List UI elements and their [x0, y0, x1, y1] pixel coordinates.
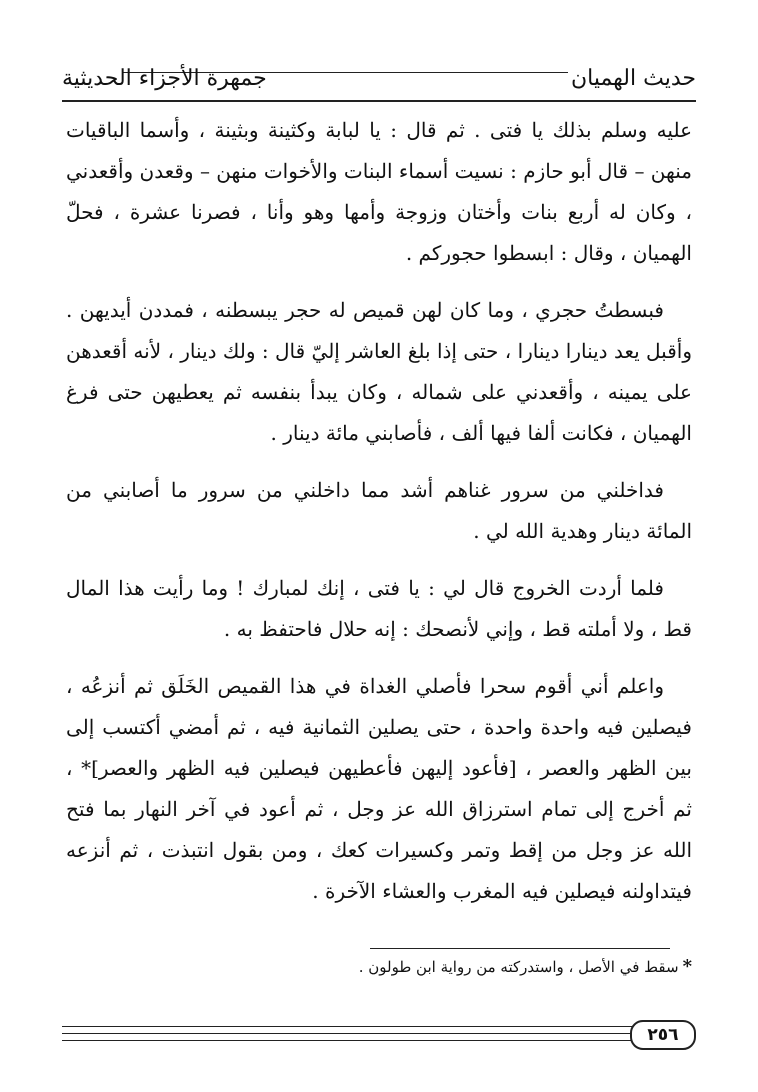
paragraph-2: فبسطتُ حجري ، وما كان لهن قميص له حجر يبسطنه ، فمددن أيديهن . وأقبل يعد دينارا دينارا ، حتى إذا بلغ العاشر إليّ قال : ولك دينار ، لأنه أقعدهن على يمينه ، وأقعدني على شماله ، وكان يبدأ بنفسه ثم يعطيهن حتى فرغ الهميان ، فكانت ألفا فيها ألف ، فأصابني مائة دينار . [66, 298, 692, 445]
paragraph-1: عليه وسلم بذلك يا فتى . ثم قال : يا لبابة وكثينة وبثينة ، وأسما الباقيات منهن – قال أبو حازم : نسيت أسماء البنات والأخوات منهن – وقعدن وأقعدني ، وكان له أربع بنات وأختان وزوجة وأمها وهو وأنا ، فصرنا عشرة ، فحلّ الهميان ، وقال : ابسطوا حجوركم . [66, 118, 692, 265]
footer-rule [62, 1033, 647, 1034]
footnote-text: سقط في الأصل ، واستدركته من رواية ابن طولون . [358, 958, 679, 976]
main-text [66, 110, 692, 928]
running-head-series: جمهرة الأجزاء الحديثية [62, 66, 267, 91]
footnote [66, 954, 692, 980]
paragraph-3: فداخلني من سرور غناهم أشد مما داخلني من سرور ما أصابني من المائة دينار وهدية الله لي . [66, 478, 692, 543]
paragraph-4: فلما أردت الخروج قال لي : يا فتى ، إنك لمبارك ! وما رأيت هذا المال قط ، ولا أملته قط ، وإني لأنصحك : إنه حلال فاحتفظ به . [66, 576, 692, 641]
running-head-title: حديث الهميان [570, 66, 696, 91]
footer-rule [62, 1026, 647, 1027]
footer-rule [62, 1040, 647, 1041]
running-head-underline [62, 100, 696, 102]
running-head [62, 62, 696, 102]
paragraph-5: واعلم أني أقوم سحرا فأصلي الغداة في هذا القميص الخَلَق ثم أنزعُه ، فيصلين فيه واحدة واحدة ، حتى يصلين الثمانية فيه ، ثم أمضي أكتسب إلى بين الظهر والعصر ، [فأعود إليهن فأعطيهن فيصلين فيه الظهر والعصر]* ، ثم أخرج إلى تمام استرزاق الله عز وجل ، ثم أعود في آخر النهار بما فتح الله عز وجل من إقط وتمر وكسيرات كعك ، ومن بقول انتبذت ، ثم أنزعه فيتداولنه فيصلين فيه المغرب والعشاء الآخرة . [66, 674, 692, 903]
page-number: ٢٥٦ [630, 1020, 696, 1050]
page-footer [62, 1026, 696, 1050]
footnote-separator [370, 948, 670, 949]
footnote-marker: * [682, 956, 692, 977]
